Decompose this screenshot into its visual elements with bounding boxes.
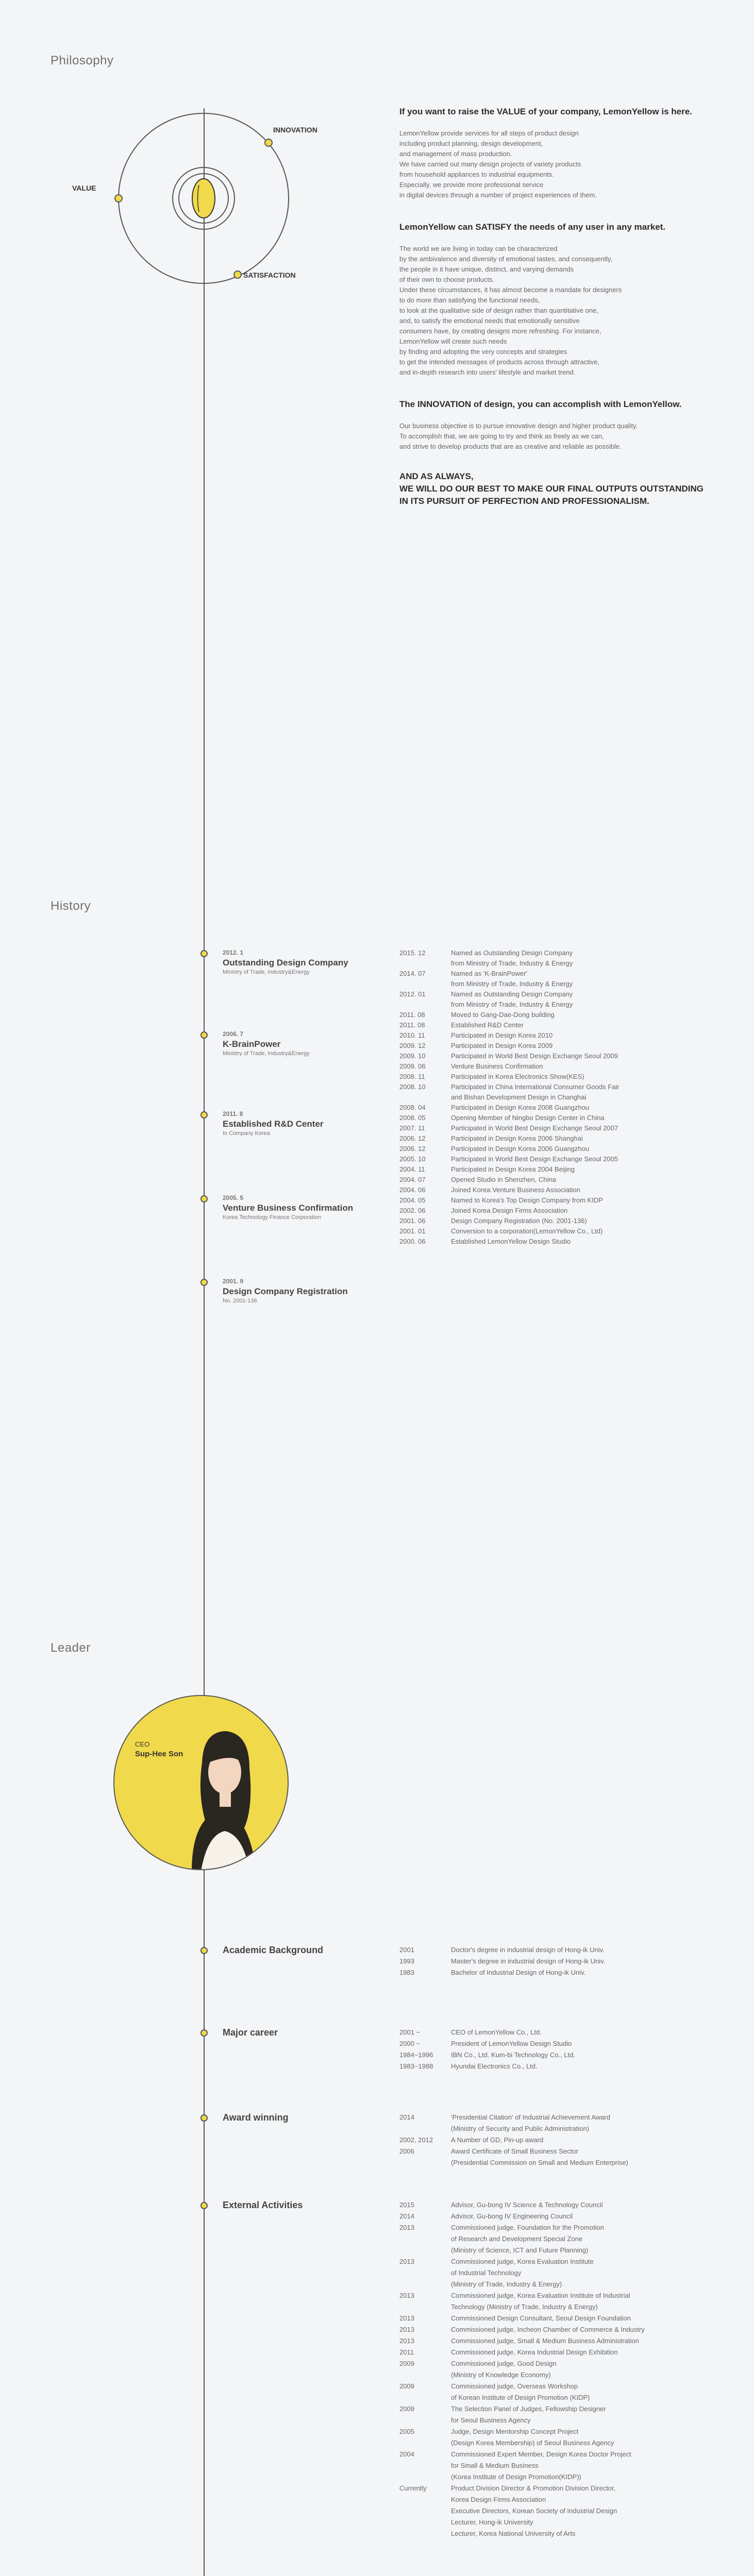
timeline-row (399, 1104, 719, 1112)
leader-row (399, 2450, 719, 2459)
timeline-row (399, 1042, 719, 1050)
leader-year: 2009 (399, 2405, 414, 2413)
leader-dot (200, 2114, 208, 2122)
timeline-text: Joined Korea Venture Business Association (451, 1186, 580, 1194)
timeline-year: 2006. 12 (399, 1134, 426, 1142)
timeline-row (399, 1176, 719, 1184)
timeline-text: Participated in Design Korea 2008 Guangzhou (451, 1104, 590, 1111)
leader-row (399, 2405, 719, 2413)
timeline-row (399, 1124, 719, 1132)
timeline-year: 2007. 11 (399, 1124, 425, 1132)
leader-row (399, 2269, 719, 2277)
timeline-text: Participated in Design Korea 2010 (451, 1031, 553, 1039)
timeline-row (399, 990, 719, 998)
timeline-row (399, 949, 719, 957)
timeline-row (399, 1052, 719, 1060)
timeline-text: and Bishan Development Design in Changhai (451, 1093, 587, 1101)
timeline-row (399, 1227, 719, 1235)
innovation-label: INNOVATION (273, 126, 317, 134)
leader-year: 2001 (399, 1946, 414, 1954)
philosophy-title: Philosophy (51, 54, 114, 67)
leader-row (399, 2416, 719, 2425)
leader-text: Commissioned judge, Incheon Chamber of Commerce & Industry (451, 2326, 645, 2333)
timeline-row (399, 1155, 719, 1163)
timeline-row (399, 1196, 719, 1205)
leader-row (399, 2113, 719, 2122)
leader-text: of Korean Institute of Design Promotion (KIDP) (451, 2394, 590, 2401)
timeline-text: Participated in World Best Design Exchange Seoul 2007 (451, 1124, 618, 1132)
leader-row (399, 2530, 719, 2538)
timeline-row (399, 1031, 719, 1040)
timeline-year: 2009. 12 (399, 1042, 426, 1049)
timeline-year: 2009. 10 (399, 1052, 426, 1060)
timeline-row (399, 980, 719, 988)
leader-text: Commissioned judge, Korea Evaluation Institute of Industrial (451, 2292, 630, 2299)
philosophy-closing: AND AS ALWAYS, WE WILL DO OUR BEST TO MAKE OUR FINAL OUTPUTS OUTSTANDING IN ITS PURSUIT OF PERFECTION AND PROFESSIONALISM. (399, 471, 703, 506)
leader-row (399, 2371, 719, 2379)
leader-year: 2013 (399, 2326, 414, 2333)
history-milestone (223, 1110, 324, 1137)
leader-row (399, 2258, 719, 2266)
leader-row (399, 2484, 719, 2493)
timeline-text: Named to Korea's Top Design Company from KIDP (451, 1196, 603, 1204)
timeline-row (399, 1021, 719, 1029)
leader-text: for Small & Medium Business (451, 2462, 539, 2469)
timeline-text: Opening Member of Ningbo Design Center in China (451, 1114, 605, 1122)
timeline-row (399, 959, 719, 968)
leader-row (399, 2212, 719, 2221)
timeline-text: Participated in Korea Electronics Show(KES) (451, 1073, 584, 1080)
leader-text: (Ministry of Knowledge Economy) (451, 2371, 551, 2379)
leader-row (399, 2303, 719, 2311)
timeline-year: 2001. 06 (399, 1217, 426, 1225)
leader-text: Commissioned judge, Small & Medium Business Administration (451, 2337, 639, 2345)
leader-row (399, 2224, 719, 2232)
leader-text: Commissioned judge, Overseas Workshop (451, 2382, 578, 2390)
history-dot (200, 1111, 208, 1118)
milestone-title: Venture Business Confirmation (223, 1203, 354, 1213)
leader-text: The Selection Panel of Judges, Fellowship Designer (451, 2405, 606, 2413)
timeline-year: 2012. 01 (399, 990, 426, 998)
leader-text: Commissioned judge, Good Design (451, 2360, 557, 2367)
leader-year: 2014 (399, 2113, 414, 2121)
timeline-year: 2010. 11 (399, 1031, 425, 1039)
leader-text: of Research and Development Special Zone (451, 2235, 583, 2243)
history-timeline (399, 949, 719, 1248)
leader-title: Leader (51, 1641, 91, 1655)
leader-text: (Ministry of Trade, Industry & Energy) (451, 2280, 562, 2288)
leader-year: 2013 (399, 2224, 414, 2231)
history-dot (200, 950, 208, 957)
timeline-text: Participated in Design Korea 2006 Shanghai (451, 1134, 583, 1142)
milestone-date: 2006. 7 (223, 1030, 244, 1038)
leader-year: 2013 (399, 2337, 414, 2345)
timeline-text: Conversion to a corporation(LemonYellow Co., Ltd) (451, 1227, 603, 1235)
leader-row (399, 2518, 719, 2527)
ceo-portrait (114, 1696, 289, 1870)
leader-text: Commissioned judge, Foundation for the Promotion (451, 2224, 604, 2231)
timeline-row (399, 1134, 719, 1143)
timeline-year: 2008. 05 (399, 1114, 426, 1122)
leader-text: (Ministry of Security and Public Administration) (451, 2125, 590, 2132)
leader-row (399, 2507, 719, 2515)
history-milestone (223, 1278, 348, 1304)
leader-text: (Korea Institute of Design Promotion(KIDP)) (451, 2473, 581, 2481)
timeline-text: Design Company Registration (No. 2001-136) (451, 1217, 587, 1225)
timeline-year: 2001. 01 (399, 1227, 426, 1235)
timeline-year: 2015. 12 (399, 949, 426, 957)
leader-row (399, 2235, 719, 2243)
timeline-row (399, 1011, 719, 1019)
leader-row (399, 2382, 719, 2391)
leader-text: for Seoul Business Agency (451, 2416, 531, 2424)
milestone-date: 2011. 8 (223, 1110, 243, 1117)
milestone-title: Outstanding Design Company (223, 958, 348, 968)
timeline-year: 2008. 10 (399, 1083, 426, 1091)
timeline-year: 2011. 08 (399, 1021, 425, 1029)
timeline-text: Named as Outstanding Design Company (451, 949, 573, 957)
leader-text: Advisor, Gu-bong IV Engineering Council (451, 2212, 573, 2220)
timeline-text: Participated in World Best Design Exchange Seoul 2009 (451, 1052, 618, 1060)
timeline-row (399, 1217, 719, 1225)
leader-text: CEO of LemonYellow Co., Ltd. (451, 2028, 542, 2036)
timeline-text: Participated in Design Korea 2004 Beijing (451, 1165, 575, 1173)
leader-year: 2006 (399, 2147, 414, 2155)
leader-text: Product Division Director & Promotion Division Director, (451, 2484, 616, 2492)
timeline-year: 2011. 08 (399, 1011, 425, 1019)
leader-row (399, 1957, 719, 1965)
leader-text: Korea Design Firms Association (451, 2496, 546, 2503)
leader-dot (200, 2029, 208, 2037)
leader-row (399, 2201, 719, 2209)
milestone-date: 2001. 9 (223, 1278, 244, 1285)
timeline-text: from Ministry of Trade, Industry & Energy (451, 980, 573, 988)
leader-section-list (399, 1946, 719, 1980)
history-milestone (223, 1030, 310, 1057)
timeline-text: from Ministry of Trade, Industry & Energy (451, 1001, 573, 1008)
timeline-text: Venture Business Confirmation (451, 1062, 543, 1070)
leader-year: 1993 (399, 1957, 414, 1965)
leader-row (399, 2360, 719, 2368)
philosophy-heading-3: The INNOVATION of design, you can accomplish with LemonYellow. (399, 399, 682, 409)
history-dot (200, 1279, 208, 1286)
timeline-text: Named as 'K-BrainPower' (451, 970, 528, 977)
timeline-row (399, 970, 719, 978)
leader-text: Award Certificate of Small Business Sector (451, 2147, 578, 2155)
leader-text: President of LemonYellow Design Studio (451, 2040, 572, 2047)
leader-row (399, 2394, 719, 2402)
leader-row (399, 2125, 719, 2133)
leader-text: Technology (Ministry of Trade, Industry & Energy) (451, 2303, 598, 2311)
ceo-role: CEO (135, 1740, 150, 1748)
leader-row (399, 2051, 719, 2059)
leader-row (399, 2337, 719, 2345)
timeline-row (399, 1207, 719, 1215)
timeline-text: Participated in Design Korea 2006 Guangzhou (451, 1145, 590, 1153)
leader-row (399, 2040, 719, 2048)
philosophy-body-1: LemonYellow provide services for all steps of product design including product planning, design development, and management of mass production. We have carried out many design projects of variety products from household appliances to industrial equipments. Especially, we provide more professional service in digital devices through a number of project experiences of them. (399, 129, 597, 199)
leader-text: A Number of GD, Pin-up award (451, 2136, 544, 2144)
timeline-year: 2002. 06 (399, 1207, 426, 1214)
leader-row (399, 2159, 719, 2167)
timeline-text: Participated in China International Consumer Goods Fair (451, 1083, 619, 1091)
leader-dot (200, 2202, 208, 2209)
leader-year: 2013 (399, 2258, 414, 2265)
leader-row (399, 2292, 719, 2300)
timeline-text: Joined Korea Design Firms Association (451, 1207, 568, 1214)
ceo-name: Sup-Hee Son (135, 1750, 183, 1758)
leader-row (399, 2136, 719, 2144)
leader-row (399, 2439, 719, 2447)
leader-year: 2015 (399, 2201, 414, 2209)
leader-year: 2013 (399, 2314, 414, 2322)
timeline-year: 2008. 11 (399, 1073, 425, 1080)
leader-year: Currently (399, 2484, 427, 2492)
leader-row (399, 1969, 719, 1977)
history-dot (200, 1031, 208, 1039)
leader-text: Doctor's degree in industrial design of Hong-ik Univ. (451, 1946, 605, 1954)
leader-section-list (399, 2113, 719, 2170)
leader-year: 2014 (399, 2212, 414, 2220)
leader-text: Hyundai Electronics Co., Ltd. (451, 2062, 538, 2070)
timeline-text: Named as Outstanding Design Company (451, 990, 573, 998)
philosophy-diagram (111, 106, 296, 291)
timeline-year: 2009. 06 (399, 1062, 426, 1070)
timeline-year: 2000. 06 (399, 1238, 426, 1245)
leader-row (399, 2462, 719, 2470)
history-milestone (223, 1194, 353, 1221)
leader-year: 2009 (399, 2360, 414, 2367)
leader-dot (200, 1947, 208, 1954)
leader-section-label: Award winning (223, 2112, 289, 2123)
timeline-text: Established LemonYellow Design Studio (451, 1238, 571, 1245)
timeline-text: Participated in World Best Design Exchange Seoul 2005 (451, 1155, 618, 1163)
timeline-row (399, 1001, 719, 1009)
value-label: VALUE (72, 184, 96, 192)
leader-section-label: Academic Background (223, 1945, 324, 1955)
history-dot (200, 1195, 208, 1202)
philosophy-heading-2: LemonYellow can SATISFY the needs of any user in any market. (399, 222, 666, 232)
milestone-title: Established R&D Center (223, 1119, 324, 1129)
timeline-text: Opened Studio in Shenzhen, China (451, 1176, 556, 1183)
leader-text: of Industrial Technology (451, 2269, 522, 2277)
timeline-row (399, 1145, 719, 1153)
philosophy-circle-graphic (111, 106, 296, 291)
satisfaction-label: SATISFACTION (243, 271, 296, 279)
leader-row (399, 2348, 719, 2357)
leader-text: Commissioned Expert Member, Design Korea Doctor Project (451, 2450, 631, 2458)
timeline-row (399, 1165, 719, 1174)
philosophy-body-2: The world we are living in today can be characterized by the ambivalence and diversity of emotional tastes, and consequently, the people in it have unique, distinct, and varying demands of their own to choose products. Under these circumstances, it has almost become a mandate for designers to do more than satisfying the functional needs, to look at the qualitative side of design rather than quantitative one, and, to satisfy the emotional needs that emotionally sensitive consumers have, by creating designs more refreshing. For instance, LemonYellow will create such needs by finding and adopting the very concepts and strategies to get the intended messages of products across through attractive, and in-depth research into users' lifestyle and market trend. (399, 245, 622, 376)
leader-text: Judge, Design Mentorship Concept Project (451, 2428, 579, 2435)
timeline-year: 2004. 05 (399, 1196, 426, 1204)
philosophy-body-3: Our business objective is to pursue innovative design and higher product quality. To accomplish that, we are going to try and think as freely as we can, and strive to develop products that are as creative and reliable as possible. (399, 422, 638, 450)
leader-text: Commissioned judge, Korea Evaluation Institute (451, 2258, 594, 2265)
leader-row (399, 2428, 719, 2436)
leader-row (399, 2246, 719, 2255)
leader-section-list (399, 2028, 719, 2074)
leader-text: Lecturer, Korea National University of Arts (451, 2530, 576, 2537)
milestone-title: Design Company Registration (223, 1286, 348, 1296)
leader-year: 2002, 2012 (399, 2136, 433, 2144)
leader-row (399, 2326, 719, 2334)
leader-text: Advisor, Gu-bong IV Science & Technology Council (451, 2201, 603, 2209)
timeline-year: 2004. 07 (399, 1176, 426, 1183)
leader-text: (Design Korea Membership) of Seoul Business Agency (451, 2439, 614, 2447)
timeline-year: 2008. 04 (399, 1104, 426, 1111)
leader-year: 2011 (399, 2348, 414, 2356)
timeline-text: from Ministry of Trade, Industry & Energy (451, 959, 573, 967)
leader-row (399, 2314, 719, 2323)
leader-section-label: External Activities (223, 2200, 303, 2210)
timeline-year: 2004. 06 (399, 1186, 426, 1194)
leader-row (399, 2062, 719, 2071)
timeline-row (399, 1083, 719, 1091)
history-milestone (223, 949, 348, 975)
history-title: History (51, 899, 91, 913)
leader-text: Master's degree in industrial design of Hong-ik Univ. (451, 1957, 606, 1965)
leader-section-label: Major career (223, 2027, 278, 2038)
milestone-date: 2005. 5 (223, 1194, 244, 1201)
leader-year: 2004 (399, 2450, 414, 2458)
leader-year: 1983~1988 (399, 2062, 433, 2070)
leader-year: 2000 ~ (399, 2040, 421, 2047)
timeline-row (399, 1062, 719, 1071)
leader-row (399, 2280, 719, 2289)
leader-row (399, 2496, 719, 2504)
leader-year: 1983 (399, 1969, 414, 1976)
milestone-title: K-BrainPower (223, 1039, 281, 1049)
timeline-row (399, 1073, 719, 1081)
leader-row (399, 2028, 719, 2037)
leader-text: 'Presidential Citation' of Industrial Achievement Award (451, 2113, 610, 2121)
milestone-sub: In Company Korea (223, 1130, 270, 1137)
leader-row (399, 1946, 719, 1954)
milestone-sub: No. 2001-136 (223, 1298, 257, 1304)
leader-text: Lecturer, Hong-ik University (451, 2518, 533, 2526)
timeline-text: Established R&D Center (451, 1021, 524, 1029)
timeline-year: 2004. 11 (399, 1165, 425, 1173)
leader-text: (Ministry of Science, ICT and Future Planning) (451, 2246, 589, 2254)
timeline-text: Moved to Gang-Dae-Dong building (451, 1011, 555, 1019)
leader-text: Commissioned judge, Korea Industrial Design Exhibition (451, 2348, 618, 2356)
leader-year: 2001 ~ (399, 2028, 421, 2036)
milestone-sub: Korea Technology Finance Corporation (223, 1214, 321, 1221)
leader-text: (Presidential Commission on Small and Medium Enterprise) (451, 2159, 628, 2166)
timeline-row (399, 1114, 719, 1122)
leader-row (399, 2147, 719, 2156)
timeline-year: 2005. 10 (399, 1155, 426, 1163)
milestone-sub: Ministry of Trade, Industry&Energy (223, 1050, 310, 1057)
leader-text: Bachelor of Industrial Design of Hong-ik Univ. (451, 1969, 586, 1976)
leader-text: IBN Co., Ltd. Kum-bi Technology Co., Ltd. (451, 2051, 576, 2059)
timeline-year: 2014. 07 (399, 970, 426, 977)
timeline-row (399, 1186, 719, 1194)
philosophy-text (399, 106, 719, 507)
milestone-date: 2012. 1 (223, 949, 244, 956)
timeline-row (399, 1238, 719, 1246)
leader-text: Executive Directors, Korean Society of Industrial Design (451, 2507, 617, 2515)
leader-year: 2009 (399, 2382, 414, 2390)
leader-section-list (399, 2201, 719, 2541)
leader-year: 2013 (399, 2292, 414, 2299)
timeline-year: 2006. 12 (399, 1145, 426, 1153)
leader-row (399, 2473, 719, 2481)
ceo-photo (113, 1695, 289, 1870)
timeline-row (399, 1093, 719, 1101)
leader-year: 2005 (399, 2428, 414, 2435)
leader-text: Commissioned Design Consultant, Seoul Design Foundation (451, 2314, 631, 2322)
philosophy-heading-1: If you want to raise the VALUE of your company, LemonYellow is here. (399, 107, 693, 116)
timeline-text: Participated in Design Korea 2009 (451, 1042, 553, 1049)
milestone-sub: Ministry of Trade, Industry&Energy (223, 969, 310, 975)
leader-year: 1984~1996 (399, 2051, 433, 2059)
